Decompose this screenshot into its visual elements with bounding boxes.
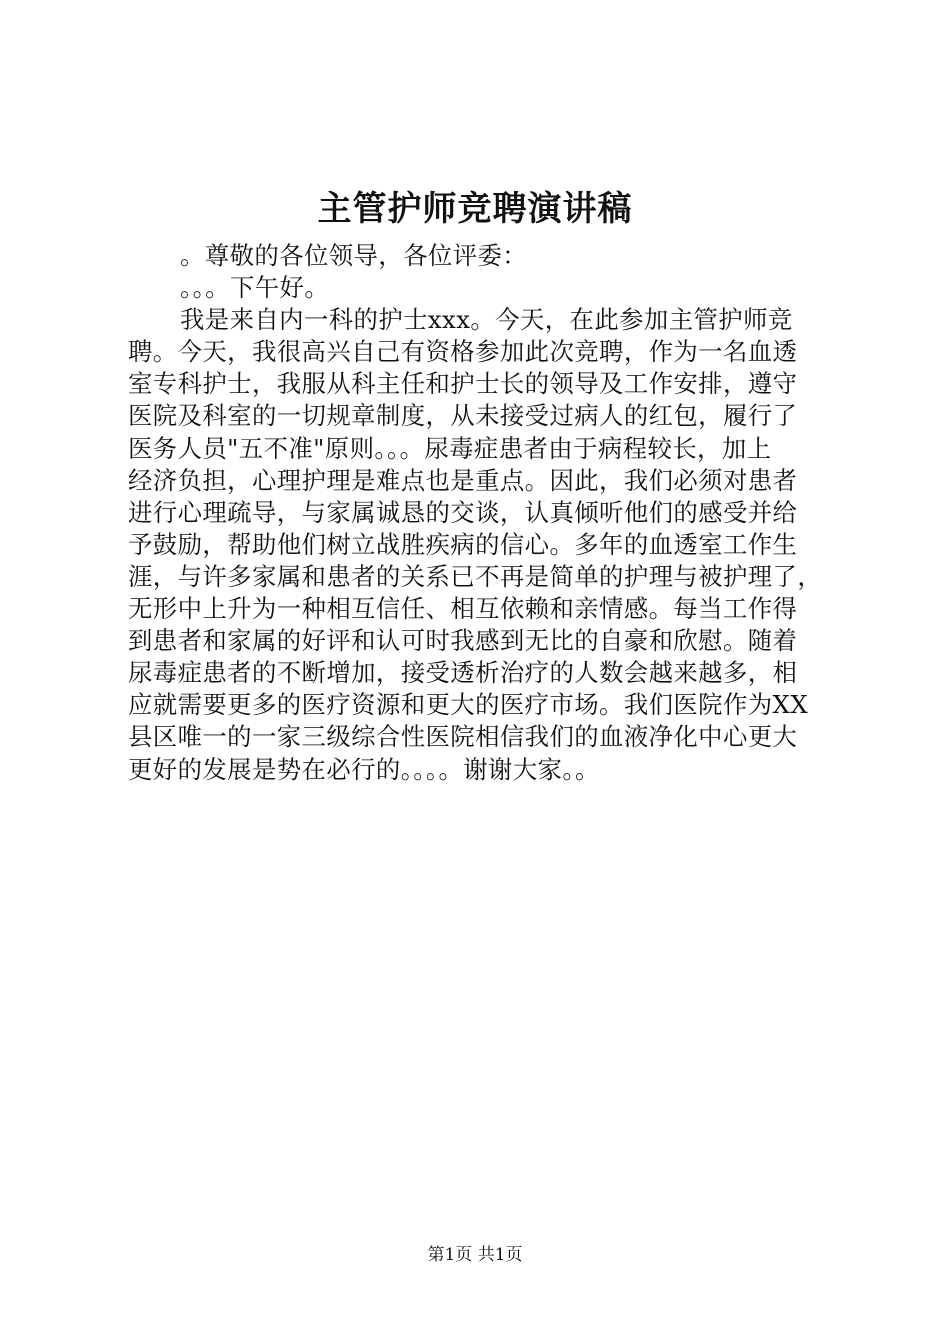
paragraph-line: 经济负担，心理护理是难点也是重点。因此，我们必须对患者 — [128, 465, 798, 495]
paragraph-line: 尿毒症患者的不断增加，接受透析治疗的人数会越来越多，相 — [128, 658, 798, 688]
page-footer: 第1页 共1页 — [427, 1245, 523, 1265]
paragraph-line: 无形中上升为一种相互信任、相互依赖和亲情感。每当工作得 — [128, 594, 798, 624]
paragraph-line: 予鼓励，帮助他们树立战胜疾病的信心。多年的血透室工作生 — [128, 529, 798, 559]
greeting-line: 。。。下午好。 — [180, 273, 330, 303]
paragraph-line: 到患者和家属的好评和认可时我感到无比的自豪和欣慰。随着 — [128, 626, 798, 656]
paragraph-line: 医院及科室的一切规章制度，从未接受过病人的红包，履行了 — [128, 401, 798, 431]
salutation-line: 。尊敬的各位领导，各位评委： — [180, 241, 528, 270]
paragraph-line: 聘。今天，我很高兴自己有资格参加此次竞聘，作为一名血透 — [128, 337, 798, 367]
document-title: 主管护师竞聘演讲稿 — [317, 189, 633, 229]
paragraph-line: 我是来自内一科的护士xxx。今天，在此参加主管护师竞 — [180, 305, 793, 335]
paragraph-line: 室专科护士，我服从科主任和护士长的领导及工作安排，遵守 — [128, 369, 798, 399]
paragraph-line: 医务人员"五不准"原则。。。尿毒症患者由于病程较长，加上 — [128, 433, 772, 463]
paragraph-line: 涯，与许多家属和患者的关系已不再是简单的护理与被护理了， — [128, 561, 823, 591]
paragraph-line: 应就需要更多的医疗资源和更大的医疗市场。我们医院作为XX — [128, 690, 809, 720]
paragraph-line: 更好的发展是势在必行的。。。。谢谢大家。。 — [128, 754, 600, 784]
paragraph-line: 进行心理疏导，与家属诚恳的交谈，认真倾听他们的感受并给 — [128, 497, 798, 527]
document-body — [128, 240, 834, 786]
paragraph-line: 县区唯一的一家三级综合性医院相信我们的血液净化中心更大 — [128, 722, 798, 752]
